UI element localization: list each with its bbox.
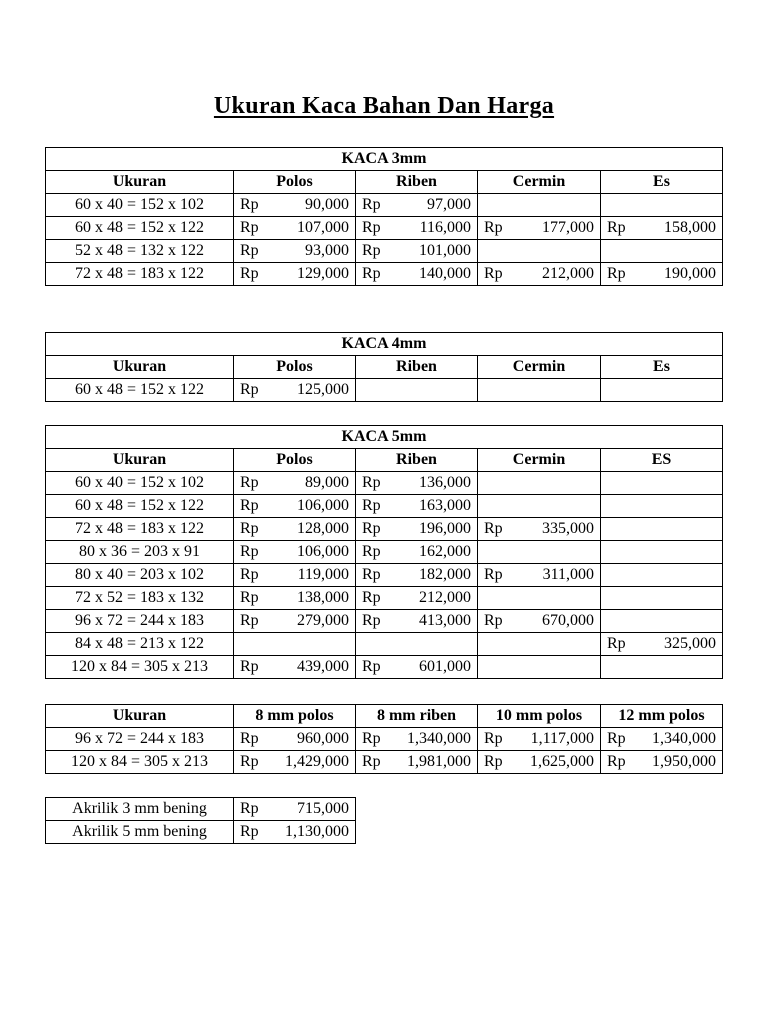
- size-cell: 80 x 36 = 203 x 91: [46, 541, 234, 564]
- currency-label: Rp: [362, 265, 381, 282]
- currency-label: Rp: [240, 543, 259, 560]
- price-cell: [478, 633, 601, 656]
- page-title-text: Ukuran Kaca Bahan Dan Harga: [213, 93, 555, 119]
- currency-label: Rp: [607, 753, 626, 770]
- price-cell: [601, 564, 723, 587]
- size-cell: 72 x 52 = 183 x 132: [46, 587, 234, 610]
- price-cell: [478, 728, 601, 751]
- table-title: KACA 3mm: [46, 148, 723, 171]
- header-row: [46, 705, 723, 728]
- price-cell: [356, 518, 478, 541]
- price-cell: [234, 633, 356, 656]
- table-acrylic: [45, 797, 356, 844]
- table-row: [46, 656, 723, 679]
- price-amount: 335,000: [542, 520, 594, 537]
- size-cell: 60 x 40 = 152 x 102: [46, 472, 234, 495]
- price-amount: 212,000: [542, 265, 594, 282]
- price-cell: [356, 564, 478, 587]
- price-amount: 279,000: [297, 612, 349, 629]
- currency-label: Rp: [362, 474, 381, 491]
- price-amount: 1,340,000: [407, 730, 471, 747]
- column-header: Polos: [234, 449, 356, 472]
- price-amount: 163,000: [419, 497, 471, 514]
- price-amount: 106,000: [297, 543, 349, 560]
- price-cell: [601, 472, 723, 495]
- column-header: Ukuran: [46, 705, 234, 728]
- price-cell: [234, 728, 356, 751]
- price-cell: [234, 495, 356, 518]
- currency-label: Rp: [240, 658, 259, 675]
- price-amount: 119,000: [297, 566, 349, 583]
- table-title-row: [46, 426, 723, 449]
- currency-label: Rp: [362, 566, 381, 583]
- price-cell: [601, 610, 723, 633]
- price-cell: [234, 821, 356, 844]
- price-cell: [601, 751, 723, 774]
- size-cell: 52 x 48 = 132 x 122: [46, 240, 234, 263]
- currency-label: Rp: [362, 497, 381, 514]
- price-amount: 1,117,000: [530, 730, 594, 747]
- column-header: Riben: [356, 449, 478, 472]
- price-cell: [356, 194, 478, 217]
- price-cell: [234, 240, 356, 263]
- price-cell: [601, 194, 723, 217]
- price-cell: [356, 587, 478, 610]
- currency-label: Rp: [484, 520, 503, 537]
- currency-label: Rp: [362, 730, 381, 747]
- price-amount: 177,000: [542, 219, 594, 236]
- currency-label: Rp: [240, 589, 259, 606]
- price-amount: 413,000: [419, 612, 471, 629]
- price-amount: 129,000: [297, 265, 349, 282]
- table-row: [46, 472, 723, 495]
- table-kaca-4mm: [45, 332, 723, 402]
- price-amount: 190,000: [664, 265, 716, 282]
- price-cell: [601, 240, 723, 263]
- table-row: [46, 217, 723, 240]
- price-cell: [478, 495, 601, 518]
- table-row: [46, 495, 723, 518]
- currency-label: Rp: [484, 730, 503, 747]
- size-cell: 96 x 72 = 244 x 183: [46, 610, 234, 633]
- table-row: [46, 587, 723, 610]
- price-cell: [601, 217, 723, 240]
- price-cell: [356, 751, 478, 774]
- size-cell: 96 x 72 = 244 x 183: [46, 728, 234, 751]
- price-amount: 439,000: [297, 658, 349, 675]
- price-amount: 311,000: [542, 566, 594, 583]
- price-cell: [234, 564, 356, 587]
- header-row: [46, 449, 723, 472]
- price-cell: [356, 656, 478, 679]
- price-cell: [356, 263, 478, 286]
- price-amount: 212,000: [419, 589, 471, 606]
- price-amount: 1,340,000: [652, 730, 716, 747]
- table-row: [46, 518, 723, 541]
- acrylic-label: Akrilik 3 mm bening: [46, 798, 234, 821]
- price-amount: 670,000: [542, 612, 594, 629]
- table-row: [46, 610, 723, 633]
- price-amount: 107,000: [297, 219, 349, 236]
- price-cell: [356, 541, 478, 564]
- currency-label: Rp: [484, 219, 503, 236]
- price-cell: [234, 379, 356, 402]
- price-cell: [356, 610, 478, 633]
- currency-label: Rp: [240, 381, 259, 398]
- price-amount: 196,000: [419, 520, 471, 537]
- table-row: [46, 194, 723, 217]
- price-cell: [478, 518, 601, 541]
- price-cell: [234, 798, 356, 821]
- price-amount: 182,000: [419, 566, 471, 583]
- column-header: Cermin: [478, 171, 601, 194]
- price-amount: 116,000: [419, 219, 471, 236]
- size-cell: 84 x 48 = 213 x 122: [46, 633, 234, 656]
- page-title: [0, 93, 768, 120]
- table-row: [46, 263, 723, 286]
- price-cell: [601, 379, 723, 402]
- price-amount: 106,000: [297, 497, 349, 514]
- price-cell: [478, 194, 601, 217]
- price-cell: [356, 379, 478, 402]
- price-cell: [478, 541, 601, 564]
- price-cell: [356, 633, 478, 656]
- price-cell: [234, 751, 356, 774]
- table-row: [46, 821, 356, 844]
- price-cell: [356, 728, 478, 751]
- table-kaca-3mm: [45, 147, 723, 286]
- size-cell: 72 x 48 = 183 x 122: [46, 263, 234, 286]
- column-header: Ukuran: [46, 449, 234, 472]
- size-cell: 60 x 40 = 152 x 102: [46, 194, 234, 217]
- header-row: [46, 171, 723, 194]
- price-cell: [601, 633, 723, 656]
- price-cell: [478, 751, 601, 774]
- price-amount: 125,000: [297, 381, 349, 398]
- price-amount: 97,000: [427, 196, 471, 213]
- price-cell: [478, 587, 601, 610]
- column-header: Es: [601, 356, 723, 379]
- currency-label: Rp: [362, 520, 381, 537]
- price-cell: [601, 495, 723, 518]
- table-row: [46, 379, 723, 402]
- price-cell: [478, 656, 601, 679]
- price-amount: 140,000: [419, 265, 471, 282]
- currency-label: Rp: [484, 753, 503, 770]
- currency-label: Rp: [362, 543, 381, 560]
- currency-label: Rp: [240, 612, 259, 629]
- price-cell: [478, 217, 601, 240]
- currency-label: Rp: [240, 265, 259, 282]
- price-cell: [234, 610, 356, 633]
- price-cell: [601, 263, 723, 286]
- currency-label: Rp: [484, 566, 503, 583]
- table-title: KACA 4mm: [46, 333, 723, 356]
- price-amount: 89,000: [305, 474, 349, 491]
- price-cell: [234, 518, 356, 541]
- currency-label: Rp: [240, 196, 259, 213]
- price-cell: [234, 656, 356, 679]
- currency-label: Rp: [240, 800, 259, 817]
- currency-label: Rp: [362, 658, 381, 675]
- table-kaca-5mm: [45, 425, 723, 679]
- currency-label: Rp: [240, 219, 259, 236]
- price-cell: [601, 656, 723, 679]
- currency-label: Rp: [240, 497, 259, 514]
- column-header: Ukuran: [46, 356, 234, 379]
- column-header: Riben: [356, 171, 478, 194]
- price-cell: [478, 472, 601, 495]
- table-thick-glass: [45, 704, 723, 774]
- currency-label: Rp: [362, 219, 381, 236]
- size-cell: 60 x 48 = 152 x 122: [46, 379, 234, 402]
- price-cell: [478, 564, 601, 587]
- column-header: Polos: [234, 356, 356, 379]
- price-cell: [601, 587, 723, 610]
- price-cell: [478, 240, 601, 263]
- price-amount: 1,130,000: [285, 823, 349, 840]
- column-header: Cermin: [478, 449, 601, 472]
- table-title-row: [46, 148, 723, 171]
- column-header: Polos: [234, 171, 356, 194]
- size-cell: 72 x 48 = 183 x 122: [46, 518, 234, 541]
- price-amount: 90,000: [305, 196, 349, 213]
- column-header: 10 mm polos: [478, 705, 601, 728]
- price-amount: 138,000: [297, 589, 349, 606]
- price-cell: [234, 587, 356, 610]
- price-cell: [356, 240, 478, 263]
- price-cell: [601, 541, 723, 564]
- column-header: 8 mm riben: [356, 705, 478, 728]
- price-cell: [601, 518, 723, 541]
- currency-label: Rp: [240, 566, 259, 583]
- price-amount: 1,981,000: [407, 753, 471, 770]
- price-cell: [356, 472, 478, 495]
- currency-label: Rp: [607, 730, 626, 747]
- size-cell: 120 x 84 = 305 x 213: [46, 656, 234, 679]
- currency-label: Rp: [362, 589, 381, 606]
- currency-label: Rp: [240, 753, 259, 770]
- price-amount: 1,429,000: [285, 753, 349, 770]
- price-amount: 136,000: [419, 474, 471, 491]
- price-amount: 1,950,000: [652, 753, 716, 770]
- currency-label: Rp: [362, 753, 381, 770]
- size-cell: 60 x 48 = 152 x 122: [46, 495, 234, 518]
- price-amount: 101,000: [419, 242, 471, 259]
- price-cell: [478, 610, 601, 633]
- price-amount: 128,000: [297, 520, 349, 537]
- currency-label: Rp: [607, 219, 626, 236]
- currency-label: Rp: [240, 474, 259, 491]
- size-cell: 120 x 84 = 305 x 213: [46, 751, 234, 774]
- column-header: 12 mm polos: [601, 705, 723, 728]
- currency-label: Rp: [240, 823, 259, 840]
- price-cell: [478, 263, 601, 286]
- table-title-row: [46, 333, 723, 356]
- size-cell: 60 x 48 = 152 x 122: [46, 217, 234, 240]
- table-row: [46, 541, 723, 564]
- table-title: KACA 5mm: [46, 426, 723, 449]
- header-row: [46, 356, 723, 379]
- currency-label: Rp: [484, 612, 503, 629]
- price-amount: 158,000: [664, 219, 716, 236]
- currency-label: Rp: [607, 635, 626, 652]
- currency-label: Rp: [240, 242, 259, 259]
- table-row: [46, 564, 723, 587]
- column-header: Ukuran: [46, 171, 234, 194]
- table-row: [46, 240, 723, 263]
- column-header: 8 mm polos: [234, 705, 356, 728]
- price-amount: 960,000: [297, 730, 349, 747]
- table-row: [46, 751, 723, 774]
- price-amount: 93,000: [305, 242, 349, 259]
- price-cell: [356, 495, 478, 518]
- currency-label: Rp: [607, 265, 626, 282]
- price-cell: [234, 263, 356, 286]
- table-row: [46, 728, 723, 751]
- currency-label: Rp: [362, 242, 381, 259]
- table-row: [46, 633, 723, 656]
- currency-label: Rp: [362, 196, 381, 213]
- price-cell: [234, 194, 356, 217]
- price-amount: 1,625,000: [530, 753, 594, 770]
- price-cell: [234, 541, 356, 564]
- price-amount: 601,000: [419, 658, 471, 675]
- table-row: [46, 798, 356, 821]
- price-cell: [234, 472, 356, 495]
- column-header: Es: [601, 171, 723, 194]
- column-header: Cermin: [478, 356, 601, 379]
- currency-label: Rp: [484, 265, 503, 282]
- acrylic-label: Akrilik 5 mm bening: [46, 821, 234, 844]
- currency-label: Rp: [240, 520, 259, 537]
- price-cell: [601, 728, 723, 751]
- price-amount: 325,000: [664, 635, 716, 652]
- column-header: ES: [601, 449, 723, 472]
- currency-label: Rp: [240, 730, 259, 747]
- price-amount: 162,000: [419, 543, 471, 560]
- price-amount: 715,000: [297, 800, 349, 817]
- column-header: Riben: [356, 356, 478, 379]
- price-cell: [356, 217, 478, 240]
- price-cell: [234, 217, 356, 240]
- size-cell: 80 x 40 = 203 x 102: [46, 564, 234, 587]
- price-cell: [478, 379, 601, 402]
- currency-label: Rp: [362, 612, 381, 629]
